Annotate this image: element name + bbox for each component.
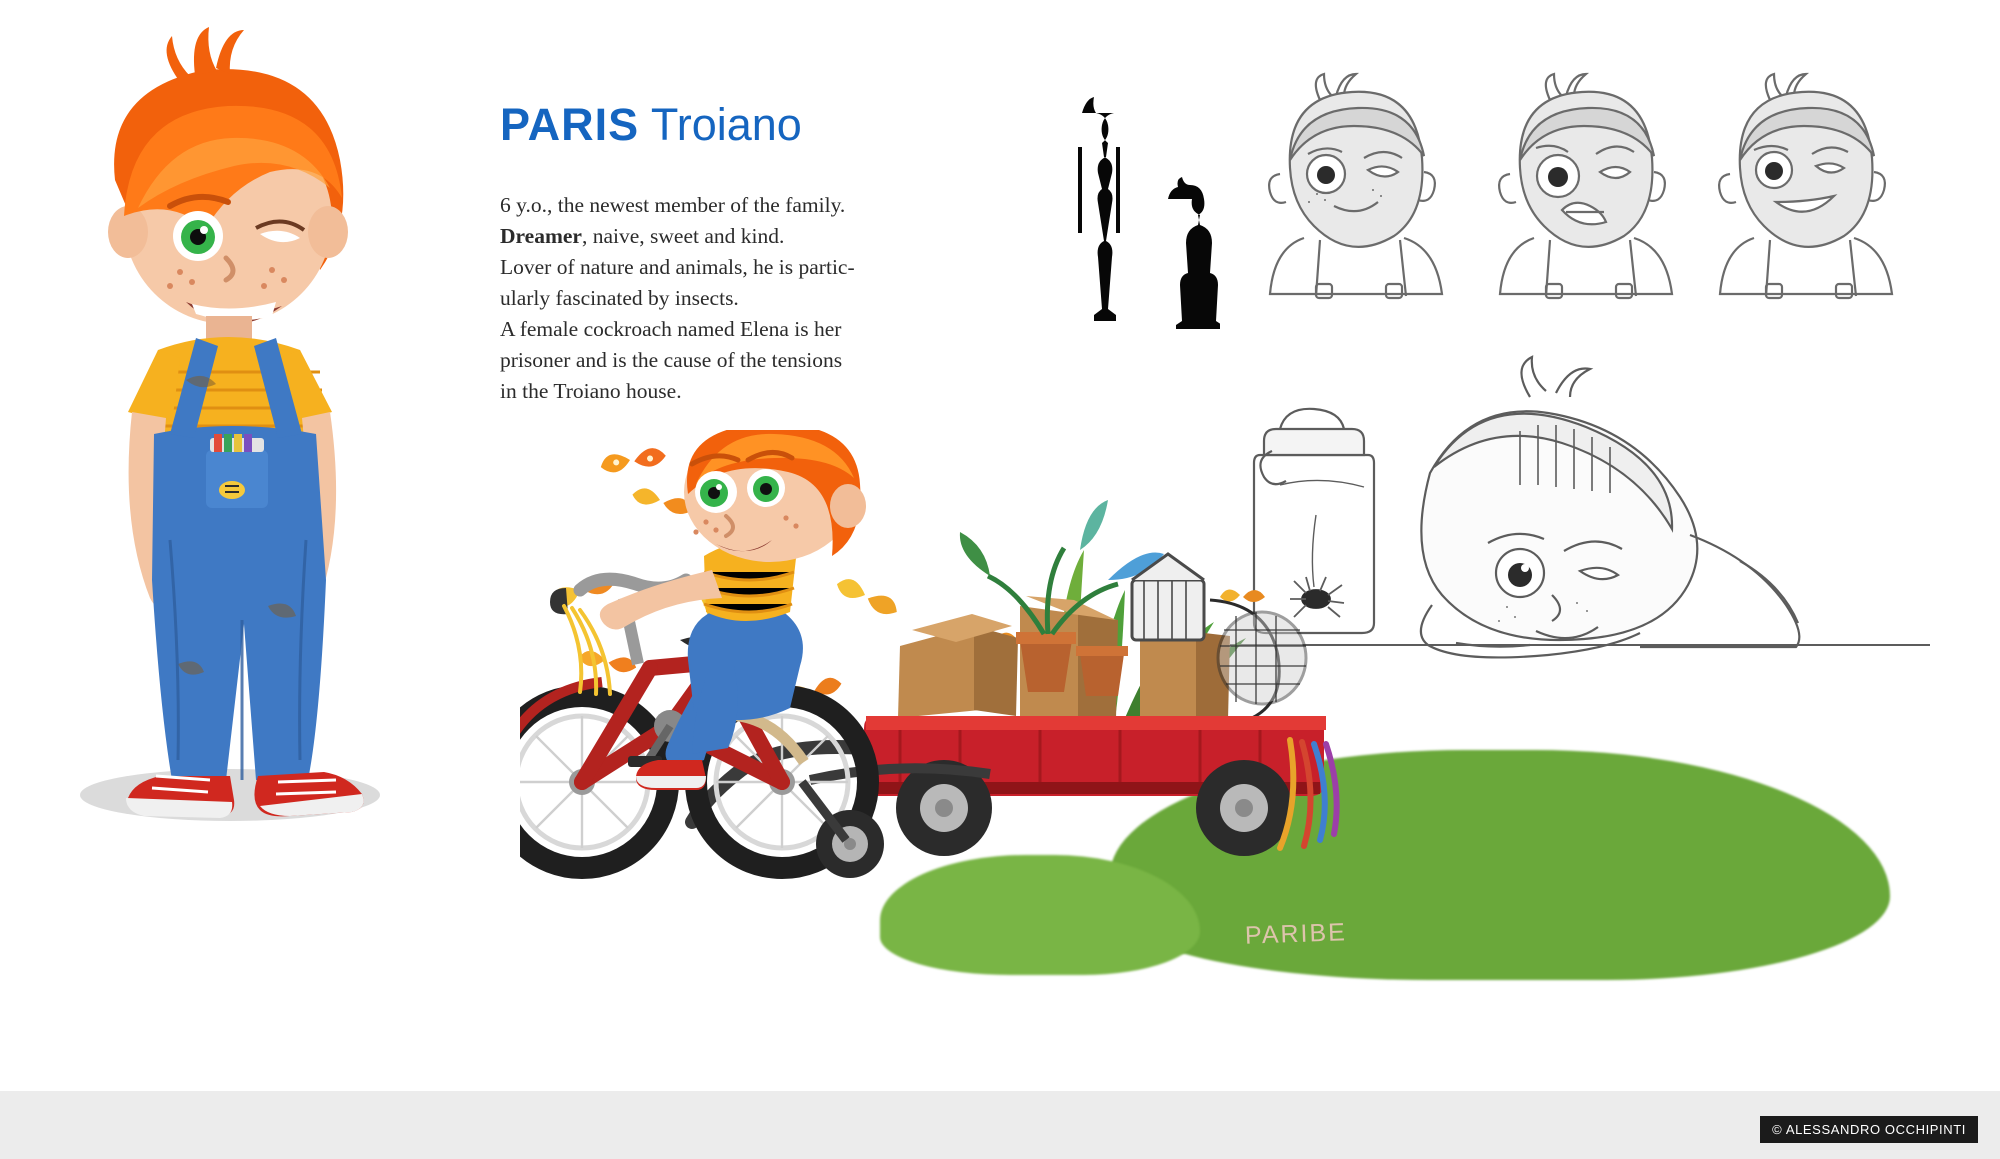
expression-sketches: [1250, 70, 1910, 360]
character-bio: [500, 190, 952, 407]
bio-line-2: [500, 221, 952, 252]
footer-bar: [0, 1091, 2000, 1159]
bio-line-7: in the Troiano house.: [500, 379, 682, 403]
copyright-badge: [1760, 1116, 1978, 1143]
bike-scene-illustration: [520, 430, 1960, 1090]
wagon-label: PARIBE: [1244, 918, 1348, 950]
main-character-illustration: [20, 20, 440, 840]
bio-line-2-bold: Dreamer: [500, 224, 582, 248]
character-silhouettes: [1060, 95, 1220, 335]
bio-line-1: 6 y.o., the newest member of the family.: [500, 193, 846, 217]
bio-line-5: A female cockroach named Elena is her: [500, 317, 842, 341]
bio-line-6: prisoner and is the cause of the tensions: [500, 348, 843, 372]
bio-line-4: ularly fascinated by insects.: [500, 286, 739, 310]
bio-line-3: Lover of nature and animals, he is partic-: [500, 255, 855, 279]
title-first-name: PARIS: [500, 99, 640, 150]
bio-line-2-rest: , naive, sweet and kind.: [581, 224, 785, 248]
page-title: [500, 99, 970, 150]
title-last-name: Troiano: [650, 99, 802, 150]
copyright-text: © ALESSANDRO OCCHIPINTI: [1772, 1122, 1966, 1137]
